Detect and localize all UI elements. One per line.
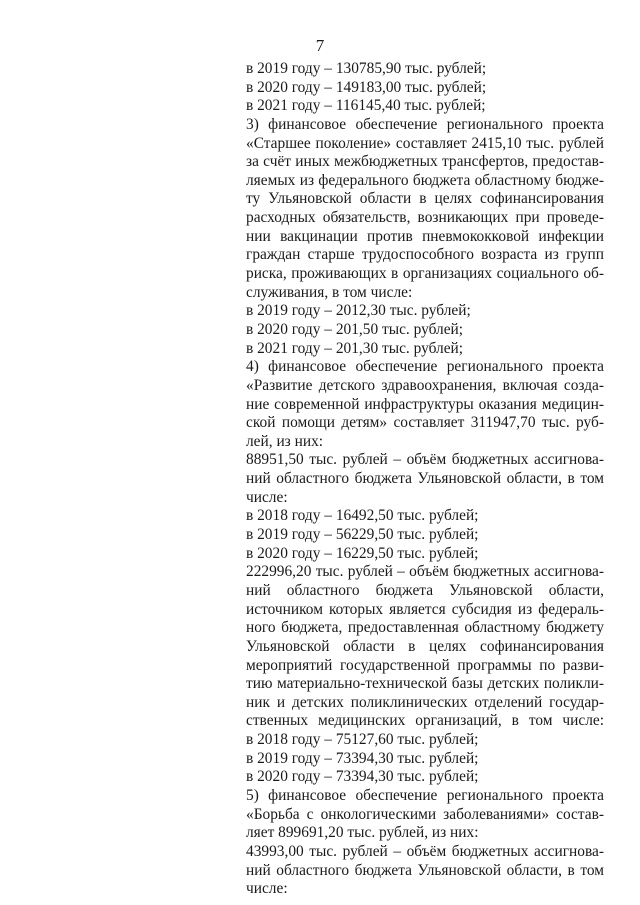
text-line: ний областного бюджета Ульяновской области, (246, 581, 604, 599)
text-line: 5) финансовое обеспечение регионального проекта (246, 786, 604, 804)
text-line: ний областного бюджета Ульяновской области, в том (246, 470, 604, 488)
text-line: ляет 899691,20 тыс. рублей, из них: (246, 824, 479, 842)
document-body (246, 60, 604, 899)
text-line: граждан старше трудоспособного возраста из групп (246, 246, 604, 264)
text-line: ние современной инфраструктуры оказания медицин- (246, 395, 604, 413)
text-line: ник и детских поликлинических отделений государ- (246, 693, 604, 711)
text-line: ляемых из федерального бюджета областному бюдже- (246, 171, 604, 189)
page-number: 7 (315, 36, 325, 55)
text-line: 88951,50 тыс. рублей – объём бюджетных ассигнова- (246, 451, 604, 469)
text-line: тию материально-технической базы детских поликли- (246, 675, 604, 693)
text-line: в 2019 году – 130785,90 тыс. рублей; (246, 60, 487, 77)
text-line: 4) финансовое обеспечение регионального проекта (246, 358, 604, 376)
text-line: в 2019 году – 73394,30 тыс. рублей; (246, 749, 479, 767)
text-line: в 2020 году – 201,50 тыс. рублей; (246, 320, 464, 338)
text-line: ту Ульяновской области в целях софинансирования (246, 190, 604, 208)
text-line: в 2021 году – 201,30 тыс. рублей; (246, 339, 464, 357)
text-line: расходных обязательств, возникающих при проведе- (246, 209, 604, 227)
text-line: в 2020 году – 149183,00 тыс. рублей; (246, 78, 487, 96)
text-line: мероприятий государственной программы по разви- (246, 656, 604, 674)
text-line: в 2020 году – 16229,50 тыс. рублей; (246, 544, 479, 562)
text-line: в 2018 году – 16492,50 тыс. рублей; (246, 507, 479, 525)
text-line: числе: (246, 880, 288, 898)
text-line: «Борьба с онкологическими заболеваниями» состав- (246, 805, 604, 823)
text-line: числе: (246, 488, 288, 506)
text-line: за счёт иных межбюджетных трансфертов, предостав- (246, 153, 604, 171)
text-line: 3) финансовое обеспечение регионального проекта (246, 115, 604, 133)
text-line: в 2018 году – 75127,60 тыс. рублей; (246, 731, 479, 749)
text-line: Ульяновской области в целях софинансирования (246, 637, 604, 655)
text-line: в 2020 году – 73394,30 тыс. рублей; (246, 768, 479, 786)
text-line: источником которых является субсидия из федераль- (246, 600, 604, 618)
text-line: в 2019 году – 56229,50 тыс. рублей; (246, 526, 479, 544)
text-line: 222996,20 тыс. рублей – объём бюджетных ассигнова- (246, 563, 604, 581)
text-line: ного бюджета, предоставленная областному бюджету (246, 619, 604, 637)
text-line: 43993,00 тыс. рублей – объём бюджетных ассигнова- (246, 842, 604, 860)
text-line: ний областного бюджета Ульяновской области, в том (246, 861, 604, 879)
text-line: нии вакцинации против пневмококковой инфекции (246, 227, 604, 245)
text-line: в 2019 году – 2012,30 тыс. рублей; (246, 302, 471, 320)
text-line: лей, из них: (246, 432, 324, 450)
text-line: ской помощи детям» составляет 311947,70 тыс. руб- (246, 414, 604, 432)
text-line: риска, проживающих в организациях социального об- (246, 265, 604, 283)
text-line: «Старшее поколение» составляет 2415,10 тыс. рублей (246, 134, 604, 152)
text-line: в 2021 году – 116145,40 тыс. рублей; (246, 97, 486, 115)
text-line: «Развитие детского здравоохранения, включая созда- (246, 376, 604, 394)
text-line: служивания, в том числе: (246, 283, 413, 301)
text-line: ственных медицинских организаций, в том числе: (246, 712, 604, 730)
